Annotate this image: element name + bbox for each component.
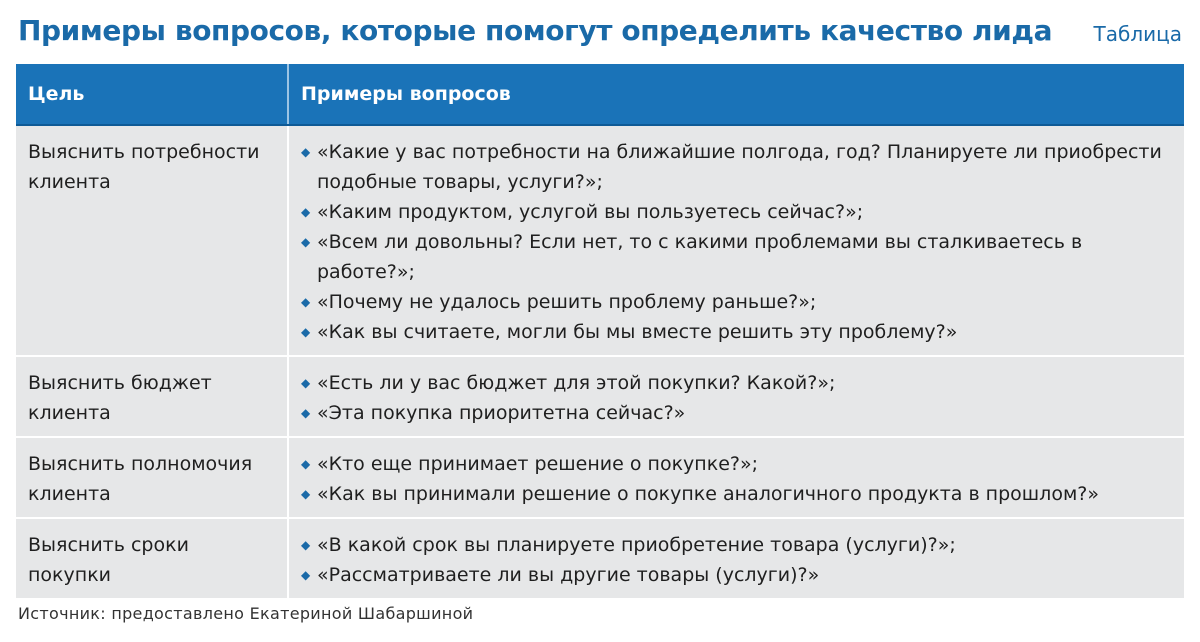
list-item <box>301 197 1176 227</box>
table-row <box>16 356 1184 437</box>
question-text: «Как вы принимали решение о покупке аналогичного продукта в прошлом?» <box>317 483 1099 505</box>
questions-list <box>301 137 1176 347</box>
question-text: «Какие у вас потребности на ближайшие полгода, год? Планируете ли приобрести подобные товары, услуги?»; <box>317 141 1162 193</box>
source-note: Источник: предоставлено Екатериной Шабаршиной <box>18 604 474 623</box>
column-header-goal: Цель <box>16 64 288 125</box>
page-title: Примеры вопросов, которые помогут определить качество лида <box>18 14 1053 47</box>
column-header-questions: Примеры вопросов <box>288 64 1184 125</box>
diamond-bullet-icon: ◆ <box>301 205 311 219</box>
questions-table <box>16 64 1184 598</box>
list-item <box>301 479 1176 509</box>
list-item <box>301 368 1176 398</box>
questions-cell <box>288 356 1184 437</box>
questions-list <box>301 449 1176 509</box>
diamond-bullet-icon: ◆ <box>301 538 311 552</box>
questions-list <box>301 530 1176 590</box>
question-text: «Эта покупка приоритетна сейчас?» <box>317 402 686 424</box>
diamond-bullet-icon: ◆ <box>301 145 311 159</box>
question-text: «Всем ли довольны? Если нет, то с какими проблемами вы сталкиваетесь в работе?»; <box>317 231 1083 283</box>
diamond-bullet-icon: ◆ <box>301 325 311 339</box>
question-text: «В какой срок вы планируете приобретение товара (услуги)?»; <box>317 534 956 556</box>
list-item <box>301 560 1176 590</box>
list-item <box>301 287 1176 317</box>
diamond-bullet-icon: ◆ <box>301 376 311 390</box>
diamond-bullet-icon: ◆ <box>301 568 311 582</box>
table-header-row <box>16 64 1184 125</box>
list-item <box>301 449 1176 479</box>
diamond-bullet-icon: ◆ <box>301 406 311 420</box>
questions-list <box>301 368 1176 428</box>
diamond-bullet-icon: ◆ <box>301 457 311 471</box>
question-text: «Как вы считаете, могли бы мы вместе решить эту проблему?» <box>317 321 958 343</box>
table-body <box>16 125 1184 598</box>
list-item <box>301 398 1176 428</box>
question-text: «Кто еще принимает решение о покупке?»; <box>317 453 758 475</box>
table-row <box>16 518 1184 598</box>
question-text: «Рассматриваете ли вы другие товары (услуги)?» <box>317 564 820 586</box>
table-row <box>16 437 1184 518</box>
question-text: «Каким продуктом, услугой вы пользуетесь сейчас?»; <box>317 201 864 223</box>
table-row <box>16 125 1184 356</box>
diamond-bullet-icon: ◆ <box>301 295 311 309</box>
goal-cell: Выяснить полномочия клиента <box>16 437 288 518</box>
table-tag: Таблица <box>1093 22 1182 46</box>
list-item <box>301 137 1176 197</box>
questions-cell <box>288 125 1184 356</box>
question-text: «Почему не удалось решить проблему раньше?»; <box>317 291 817 313</box>
goal-cell: Выяснить бюджет клиента <box>16 356 288 437</box>
question-text: «Есть ли у вас бюджет для этой покупки? Какой?»; <box>317 372 836 394</box>
list-item <box>301 227 1176 287</box>
goal-cell: Выяснить потребности клиента <box>16 125 288 356</box>
diamond-bullet-icon: ◆ <box>301 235 311 249</box>
list-item <box>301 530 1176 560</box>
diamond-bullet-icon: ◆ <box>301 487 311 501</box>
goal-cell: Выяснить сроки покупки <box>16 518 288 598</box>
questions-cell <box>288 437 1184 518</box>
list-item <box>301 317 1176 347</box>
questions-cell <box>288 518 1184 598</box>
